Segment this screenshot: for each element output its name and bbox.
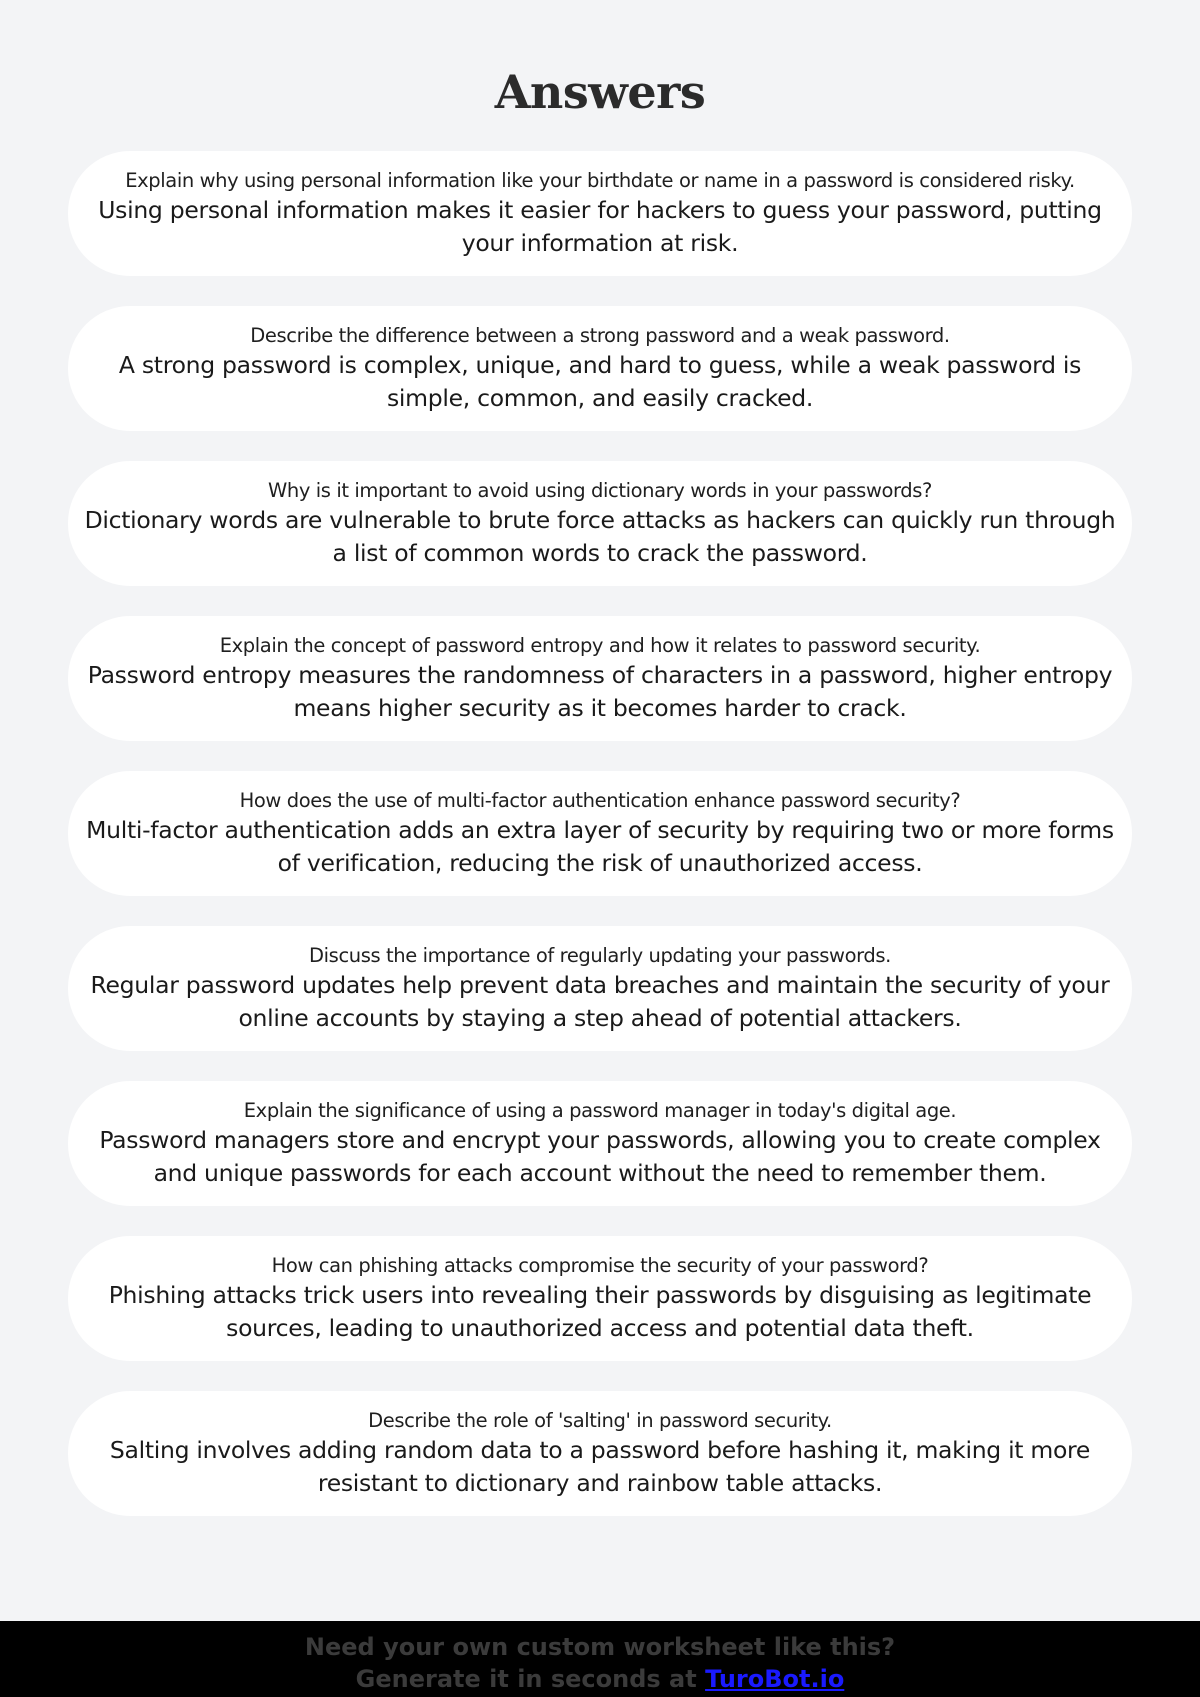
answer-text: Password entropy measures the randomness of characters in a password, higher entropy means higher security as it becomes harder to crack. — [87, 660, 1113, 722]
question-text: How does the use of multi-factor authentication enhance password security? — [239, 788, 961, 812]
question-text: Discuss the importance of regularly updating your passwords. — [309, 943, 891, 967]
answer-text: Salting involves adding random data to a password before hashing it, making it more resistant to dictionary and rainbow table attacks. — [109, 1435, 1091, 1497]
question-text: Describe the difference between a strong password and a weak password. — [250, 323, 950, 347]
question-text: Explain the concept of password entropy and how it relates to password security. — [219, 633, 981, 657]
question-text: Describe the role of 'salting' in password security. — [368, 1408, 832, 1432]
answer-card — [68, 461, 1132, 586]
footer-headline: Need your own custom worksheet like this? — [304, 1633, 896, 1661]
answer-card — [68, 306, 1132, 431]
turobot-link[interactable]: TuroBot.io — [705, 1665, 845, 1693]
answer-card — [68, 616, 1132, 741]
answer-text: Dictionary words are vulnerable to brute force attacks as hackers can quickly run through a list of common words to crack the password. — [84, 505, 1116, 567]
answer-text: Password managers store and encrypt your passwords, allowing you to create complex and unique passwords for each account without the need to remember them. — [99, 1125, 1101, 1187]
question-text: How can phishing attacks compromise the security of your password? — [271, 1253, 929, 1277]
answer-card — [68, 926, 1132, 1051]
answer-text: Regular password updates help prevent data breaches and maintain the security of your online accounts by staying a step ahead of potential attackers. — [90, 970, 1110, 1032]
question-text: Explain the significance of using a password manager in today's digital age. — [243, 1098, 957, 1122]
answer-card — [68, 151, 1132, 276]
answer-card — [68, 1391, 1132, 1516]
answer-card — [68, 771, 1132, 896]
answer-card — [68, 1081, 1132, 1206]
question-text: Why is it important to avoid using dictionary words in your passwords? — [268, 478, 932, 502]
question-text: Explain why using personal information like your birthdate or name in a password is considered risky. — [125, 168, 1075, 192]
promo-footer — [0, 1621, 1200, 1697]
page-title: Answers — [494, 65, 706, 119]
answer-text: A strong password is complex, unique, and hard to guess, while a weak password is simple, common, and easily cracked. — [118, 350, 1082, 412]
answer-text: Phishing attacks trick users into revealing their passwords by disguising as legitimate sources, leading to unauthorized access and potential data theft. — [108, 1280, 1092, 1342]
footer-cta-text: Generate it in seconds at — [355, 1665, 706, 1693]
answer-card — [68, 1236, 1132, 1361]
footer-cta — [0, 1663, 1200, 1695]
answer-text: Using personal information makes it easier for hackers to guess your password, putting your information at risk. — [98, 195, 1102, 257]
answers-list — [68, 151, 1132, 1546]
answer-text: Multi-factor authentication adds an extra layer of security by requiring two or more forms of verification, reducing the risk of unauthorized access. — [86, 815, 1114, 877]
